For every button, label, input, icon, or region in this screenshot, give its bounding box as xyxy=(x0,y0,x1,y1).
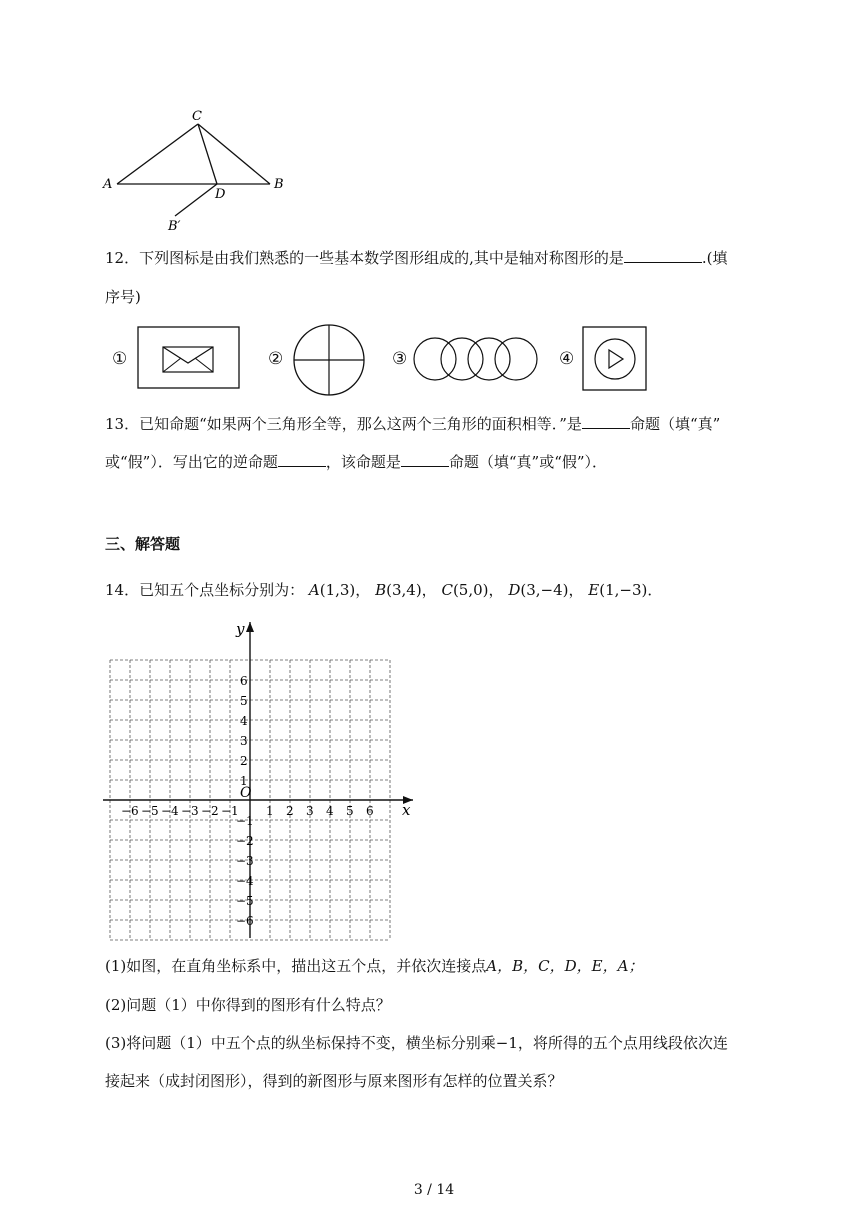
y-tick-label: −2 xyxy=(236,834,254,848)
label-b: B xyxy=(274,177,284,192)
section-title: 三、解答题 xyxy=(105,535,181,553)
point-a-coord: A(1,3) xyxy=(308,581,356,599)
q12-line1: 12．下列图标是由我们熟悉的一些基本数学图形组成的,其中是轴对称图形的是 .(填 xyxy=(105,249,728,267)
envelope-icon xyxy=(137,326,241,390)
segment-db-prime xyxy=(175,184,217,216)
q14-sub3-line1: (3)将问题（1）中五个点的纵坐标保持不变，横坐标分别乘−1，将所得的五个点用线段依次连 xyxy=(105,1034,728,1052)
y-axis-arrow xyxy=(246,622,254,632)
y-tick-label: −3 xyxy=(236,854,254,868)
icon-number-2: ② xyxy=(268,349,284,369)
label-c: C xyxy=(192,109,202,124)
y-tick-label: −5 xyxy=(236,894,254,908)
q13-blank-1[interactable] xyxy=(582,414,630,429)
y-tick-label: 2 xyxy=(240,754,248,768)
q13-line1: 13．已知命题“如果两个三角形全等，那么这两个三角形的面积相等．”是 命题（填“真” xyxy=(105,415,721,433)
coordinate-grid xyxy=(95,612,425,947)
y-tick-label: 5 xyxy=(240,694,248,708)
q14-sub3-line2: 接起来（成封闭图形），得到的新图形与原来图形有怎样的位置关系？ xyxy=(105,1072,563,1090)
q13-blank-2[interactable] xyxy=(278,452,326,467)
y-tick-label: 4 xyxy=(240,714,248,728)
q13-blank-3[interactable] xyxy=(401,452,449,467)
y-tick-label: −6 xyxy=(236,914,254,928)
q12-line2: 序号) xyxy=(105,288,141,306)
y-axis-label: y xyxy=(236,620,245,638)
x-tick-label: 1 xyxy=(266,804,274,818)
icon-number-4: ④ xyxy=(559,349,575,369)
four-rings-icon xyxy=(412,336,538,382)
segment-ac xyxy=(117,124,198,184)
point-c-coord: C(5,0) xyxy=(441,581,489,599)
triangle-figure xyxy=(95,100,305,240)
x-axis-label: x xyxy=(402,801,411,819)
x-tick-label: −3 xyxy=(181,804,199,818)
page-number: 3 / 14 xyxy=(413,1182,455,1198)
x-tick-label: 2 xyxy=(286,804,294,818)
origin-label: O xyxy=(240,785,252,801)
label-b-prime: B′ xyxy=(168,219,181,234)
point-d-coord: D(3,−4) xyxy=(508,581,569,599)
segment-cb xyxy=(198,124,270,184)
q14-intro-line: 14．已知五个点坐标分别为： A(1,3)， B(3,4)， C(5,0)， D(3,−4)， E(1,−3)． xyxy=(105,581,663,599)
x-tick-label: 6 xyxy=(366,804,374,818)
y-tick-label: −4 xyxy=(236,874,254,888)
point-e-coord: E(1,−3) xyxy=(588,581,648,599)
play-button-icon xyxy=(582,326,648,392)
segment-cd xyxy=(198,124,217,184)
q14-sub2: (2)问题（1）中你得到的图形有什么特点？ xyxy=(105,996,391,1014)
q14-sub1: (1)如图，在直角坐标系中，描出这五个点，并依次连接点A，B，C，D，E，A； xyxy=(105,957,644,975)
label-d: D xyxy=(215,187,226,202)
q13-line2: 或“假”）．写出它的逆命题 ，该命题是 命题（填“真”或“假”）． xyxy=(105,453,608,471)
x-tick-label: −6 xyxy=(121,804,139,818)
point-b-coord: B(3,4) xyxy=(375,581,422,599)
x-tick-label: −4 xyxy=(161,804,179,818)
y-tick-label: 1 xyxy=(240,774,248,788)
x-tick-label: 3 xyxy=(306,804,314,818)
x-tick-label: −5 xyxy=(141,804,159,818)
icon-number-3: ③ xyxy=(392,349,408,369)
y-tick-label: −1 xyxy=(236,814,254,828)
circle-cross-icon xyxy=(292,323,366,397)
y-tick-label: 3 xyxy=(240,734,248,748)
x-tick-label: −2 xyxy=(201,804,219,818)
icon-number-1: ① xyxy=(112,349,128,369)
q12-answer-blank[interactable] xyxy=(624,248,702,263)
label-a: A xyxy=(103,177,113,192)
x-tick-label: 5 xyxy=(346,804,354,818)
y-tick-label: 6 xyxy=(240,674,248,688)
x-tick-label: 4 xyxy=(326,804,334,818)
x-tick-label: −1 xyxy=(221,804,239,818)
